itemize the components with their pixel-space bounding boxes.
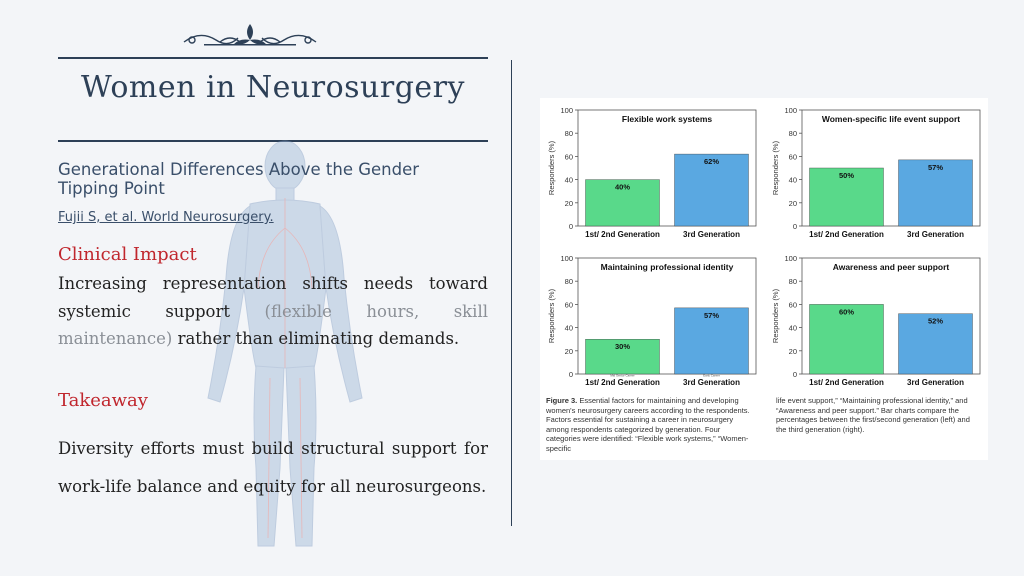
- x-tick-label: 3rd Generation: [907, 230, 964, 239]
- y-tick-label: 20: [564, 198, 573, 208]
- takeaway-heading: Takeaway: [58, 390, 148, 411]
- y-tick-label: 40: [788, 175, 797, 185]
- title-top-rule: [58, 57, 488, 59]
- figure-panel: [540, 98, 988, 460]
- y-tick-label: 60: [788, 152, 797, 162]
- subtitle: Generational Differences Above the Gender Tipping Point: [58, 160, 420, 198]
- bar-data-label: 50%: [838, 171, 855, 180]
- bar-data-label: 60%: [838, 307, 855, 317]
- figure-caption-right: life event support,” “Maintaining professional identity,” and “Awareness and peer support.” Bar charts compare the percentages between the first/second generation (left) and the third generation (right).: [776, 396, 970, 434]
- y-tick-label: 80: [564, 129, 573, 139]
- clinical-impact-heading: Clinical Impact: [58, 244, 197, 265]
- x-tick-label: 1st/ 2nd Generation: [809, 230, 884, 239]
- x-tick-label: 3rd Generation: [907, 378, 964, 387]
- bar-data-label: 52%: [927, 316, 944, 326]
- y-tick-label: 100: [784, 254, 797, 263]
- y-tick-label: 80: [564, 277, 573, 287]
- x-tick-label: 3rd Generation: [683, 230, 740, 239]
- bar-data-label: 62%: [703, 157, 720, 167]
- y-tick-label: 80: [788, 129, 797, 139]
- y-tick-label: 0: [568, 222, 573, 231]
- y-tick-label: 0: [568, 370, 573, 379]
- y-axis-label: Responders (%): [771, 140, 780, 196]
- bar-data-label: 40%: [614, 182, 631, 192]
- y-tick-label: 100: [784, 106, 797, 115]
- y-tick-label: 40: [564, 323, 573, 333]
- y-axis-label: Responders (%): [771, 288, 780, 344]
- small-category-label: Early Career: [703, 373, 720, 378]
- takeaway-text: Diversity efforts must build structural support for work-life balance and equity for all neurosurgeons.: [58, 439, 488, 496]
- clinical-impact-text: [58, 270, 488, 353]
- clinical-impact-text-after: rather than eliminating demands.: [177, 329, 460, 348]
- y-axis-label: Responders (%): [547, 140, 556, 196]
- citation-link[interactable]: Fujii S, et al. World Neurosurgery.: [58, 210, 274, 225]
- clinical-impact-text-muted: (flexible hours, skill maintenance): [58, 301, 489, 348]
- page-title: Women in Neurosurgery: [81, 70, 465, 105]
- y-tick-label: 20: [564, 346, 573, 356]
- y-tick-label: 60: [564, 152, 573, 162]
- y-tick-label: 20: [788, 346, 797, 356]
- chart-title: Flexible work systems: [621, 114, 713, 124]
- x-tick-label: 1st/ 2nd Generation: [585, 378, 660, 387]
- chart-title: Maintaining professional identity: [600, 262, 734, 272]
- y-tick-label: 60: [788, 300, 797, 310]
- y-tick-label: 40: [788, 323, 797, 333]
- chart-title: Women-specific life event support: [821, 114, 961, 124]
- bar-data-label: 57%: [703, 310, 720, 320]
- clinical-impact-text-before: Increasing representation shifts needs toward systemic support: [58, 274, 488, 321]
- x-tick-label: 1st/ 2nd Generation: [585, 230, 660, 239]
- y-tick-label: 80: [788, 277, 797, 287]
- small-category-label: Mid Senior Career: [610, 373, 635, 378]
- vertical-divider: [511, 60, 512, 526]
- y-tick-label: 100: [560, 106, 573, 115]
- x-tick-label: 1st/ 2nd Generation: [809, 378, 884, 387]
- ornament-flourish-icon: [180, 22, 320, 50]
- y-tick-label: 60: [564, 300, 573, 310]
- figure-caption-left-text: Essential factors for maintaining and developing women's neurosurgery careers according to the respondents. Factors essential for sustaining a career in neurosurgery among respondents categorized by generation. Four categories were identified: “Flexible work systems,” “Women-specific: [546, 396, 750, 453]
- y-tick-label: 40: [564, 175, 573, 185]
- figure-caption-label: Figure 3.: [546, 396, 578, 405]
- x-tick-label: 3rd Generation: [683, 378, 740, 387]
- bar-charts: [540, 98, 988, 388]
- chart-title: Awareness and peer support: [832, 262, 950, 272]
- y-axis-label: Responders (%): [547, 288, 556, 344]
- y-tick-label: 0: [792, 370, 797, 379]
- y-tick-label: 0: [792, 222, 797, 231]
- y-tick-label: 100: [560, 254, 573, 263]
- y-tick-label: 20: [788, 198, 797, 208]
- bar-data-label: 30%: [614, 342, 631, 352]
- bar-data-label: 57%: [927, 162, 944, 172]
- figure-caption-left: [546, 396, 751, 454]
